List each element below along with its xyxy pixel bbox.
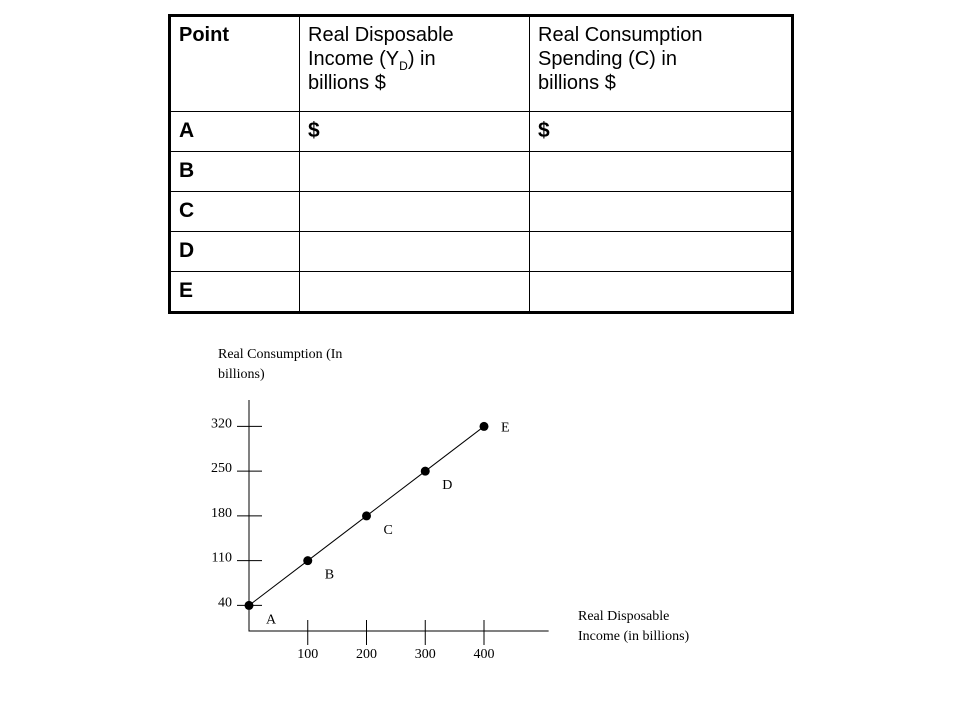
row-point-label: D (170, 232, 300, 272)
header-consumption-line1: Real Consumption (538, 24, 703, 46)
point-label-e: E (501, 420, 510, 436)
plot-area (211, 400, 549, 662)
point-label-b: B (324, 567, 335, 583)
income-subscript: D (399, 59, 408, 73)
header-consumption-line3: billions $ (538, 72, 616, 94)
header-point: Point (170, 16, 300, 112)
header-income-line2: Income $(Y_D)$ in (308, 48, 436, 73)
row-point-label: A (170, 112, 300, 152)
header-consumption-line2: Spending (C) in (538, 48, 677, 70)
point-label-c: C (383, 522, 393, 538)
y-axis-title-line2: billions) (218, 367, 265, 382)
x-tick-label: 200 (356, 647, 377, 662)
data-point-b (303, 556, 312, 565)
x-axis-title-line1: Real Disposable (578, 609, 670, 624)
data-point-d (421, 467, 430, 476)
y-tick-label: 250 (211, 461, 232, 477)
row-income-cell: $ (300, 112, 530, 152)
point-label-d: D (442, 478, 453, 494)
x-axis-title-line2: Income (in billions) (578, 629, 690, 644)
header-income-line1: Real Disposable (308, 24, 454, 46)
row-point-label: C (170, 192, 300, 232)
point-label-a: A (266, 612, 277, 628)
data-point-a (245, 601, 254, 610)
y-axis-title-line1: Real Consumption (In (218, 347, 343, 362)
header-income-line3: billions $ (308, 72, 386, 94)
row-point-label: E (170, 272, 300, 313)
y-tick-label: 320 (211, 416, 232, 432)
row-point-label: B (170, 152, 300, 192)
y-tick-label: 40 (218, 595, 232, 611)
x-tick-label: 400 (473, 647, 495, 662)
x-tick-label: 300 (414, 647, 436, 662)
y-tick-label: 180 (211, 505, 232, 521)
row-consumption-cell: $ (530, 112, 793, 152)
data-point-c (362, 511, 371, 520)
data-point-e (480, 422, 489, 431)
x-tick-label: 100 (297, 647, 319, 662)
y-tick-label: 110 (211, 550, 232, 566)
